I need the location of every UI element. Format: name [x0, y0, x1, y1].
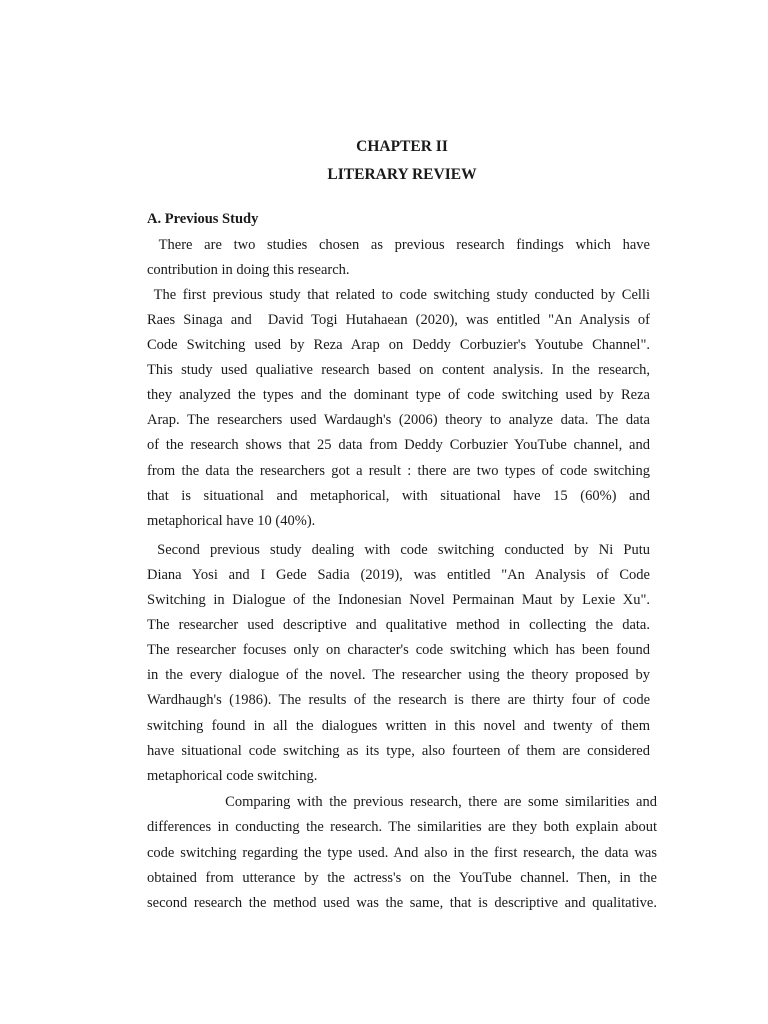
paragraph-line: in the every dialogue of the novel. The researcher using the theory proposed by [147, 667, 650, 683]
paragraph-line: code switching regarding the type used. And also in the first research, the data was [147, 845, 657, 861]
paragraph-line: from the data the researchers got a result : there are two types of code switching [147, 463, 650, 479]
paragraph-line: Wardhaugh's (1986). The results of the research is there are thirty four of code [147, 692, 650, 708]
paragraph-line: Comparing with the previous research, there are some similarities and [147, 794, 657, 810]
paragraph-line: of the research shows that 25 data from Deddy Corbuzier YouTube channel, and [147, 437, 650, 453]
chapter-number: CHAPTER II [356, 138, 448, 155]
paragraph-line: Raes Sinaga and David Togi Hutahaean (2020), was entitled "An Analysis of [147, 312, 650, 328]
paragraph-line: The first previous study that related to code switching study conducted by Celli [147, 287, 650, 303]
paragraph-line: have situational code switching as its type, also fourteen of them are considered [147, 743, 650, 759]
paragraph-line: that is situational and metaphorical, with situational have 15 (60%) and [147, 488, 650, 504]
paragraph-line: second research the method used was the same, that is descriptive and qualitative. [147, 895, 657, 911]
paragraph-line: Arap. The researchers used Wardaugh's (2006) theory to analyze data. The data [147, 412, 650, 428]
paragraph-line: There are two studies chosen as previous research findings which have [147, 237, 650, 253]
paragraph-line: they analyzed the types and the dominant type of code switching used by Reza [147, 387, 650, 403]
paragraph-line: Switching in Dialogue of the Indonesian Novel Permainan Maut by Lexie Xu". [147, 592, 650, 608]
paragraph-line: The researcher used descriptive and qualitative method in collecting the data. [147, 617, 650, 633]
paragraph-line: metaphorical code switching. [147, 768, 318, 784]
paragraph-line: Code Switching used by Reza Arap on Deddy Corbuzier's Youtube Channel". [147, 337, 650, 353]
paragraph-line: Diana Yosi and I Gede Sadia (2019), was entitled "An Analysis of Code [147, 567, 650, 583]
paragraph-line: obtained from utterance by the actress's on the YouTube channel. Then, in the [147, 870, 657, 886]
paragraph-line: metaphorical have 10 (40%). [147, 513, 316, 529]
section-heading: A. Previous Study [147, 211, 259, 227]
paragraph-line: The researcher focuses only on character's code switching which has been found [147, 642, 650, 658]
paragraph-line: contribution in doing this research. [147, 262, 350, 278]
paragraph-line: switching found in all the dialogues written in this novel and twenty of them [147, 718, 650, 734]
chapter-title: LITERARY REVIEW [327, 166, 477, 183]
paragraph-line: differences in conducting the research. The similarities are they both explain about [147, 819, 657, 835]
paragraph-line: This study used qualiative research based on content analysis. In the research, [147, 362, 650, 378]
paragraph-line: Second previous study dealing with code switching conducted by Ni Putu [147, 542, 650, 558]
